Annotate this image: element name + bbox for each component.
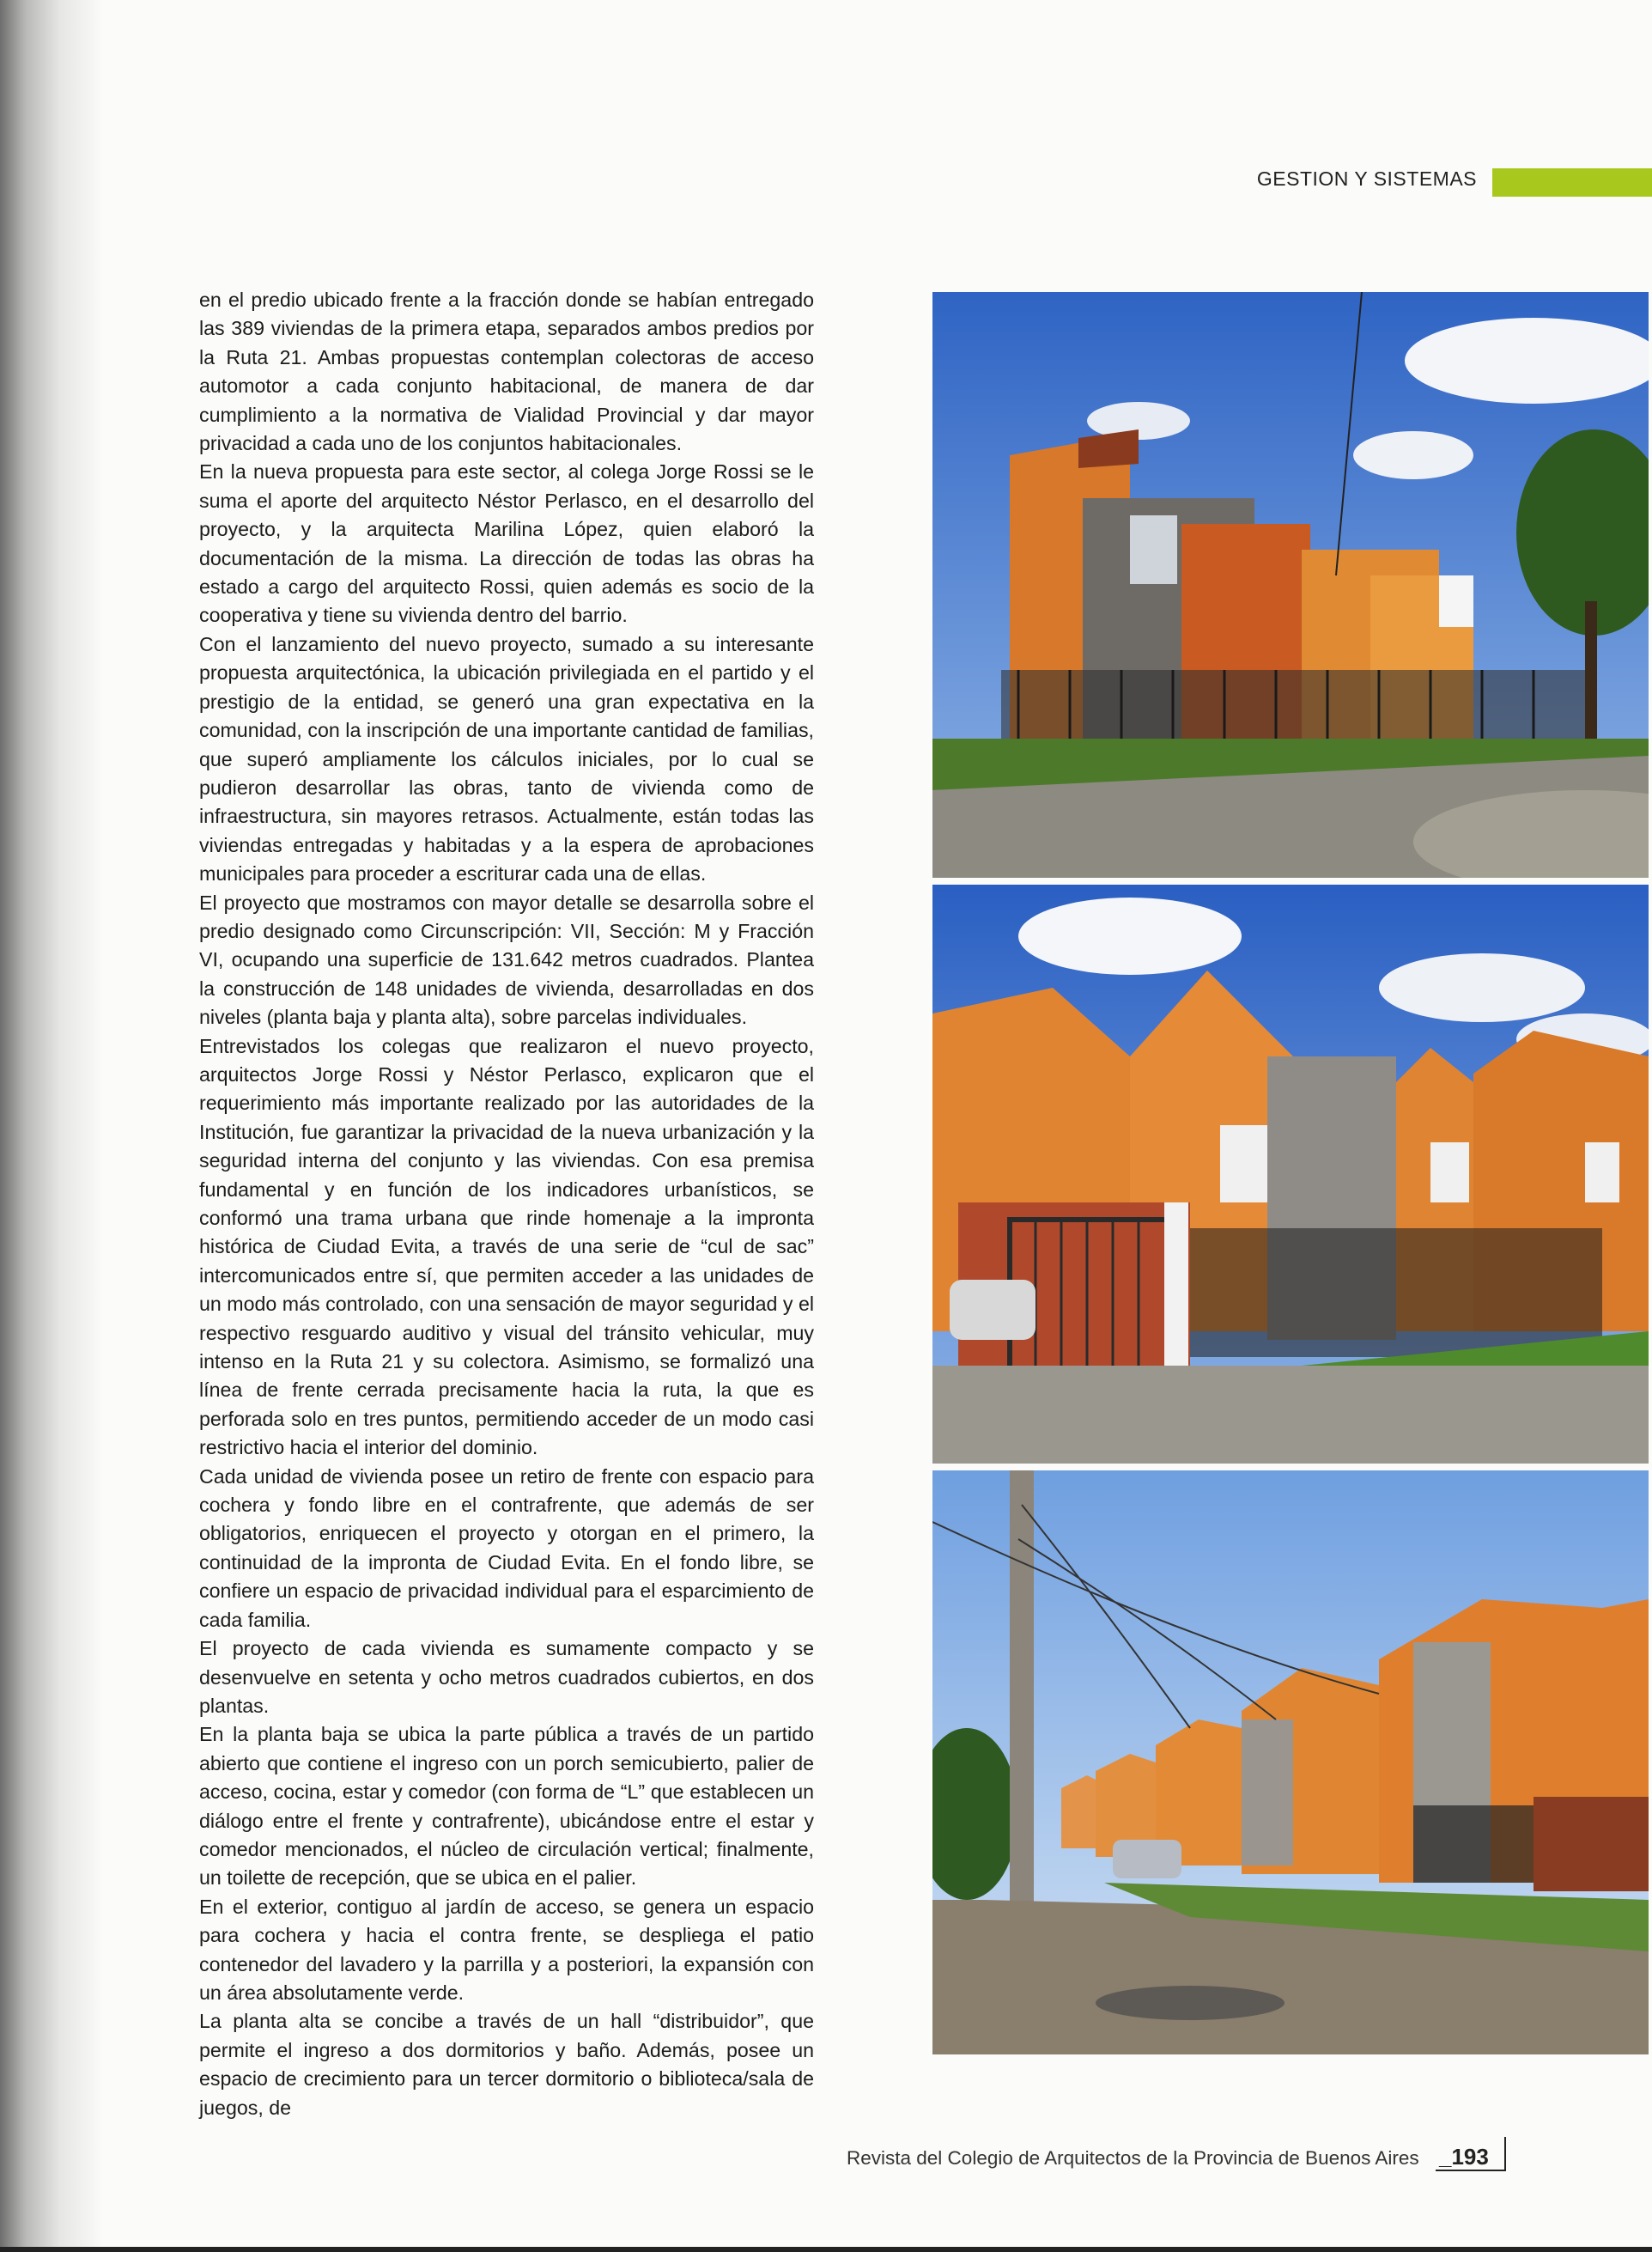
paragraph: El proyecto que mostramos con mayor detalle se desarrolla sobre el predio designado como Circunscripción: VII, Sección: M y Fracción VI, ocupando una superficie de 131.642 metros cuadrados. Plantea la construcción de 148 unidades de vivienda, desarrolladas en dos niveles (planta baja y planta alta), sobre parcelas individuales. — [199, 891, 814, 1029]
page-number: _193 — [1439, 2144, 1489, 2170]
paragraph: Cada unidad de vivienda posee un retiro de frente con espacio para cochera y fondo libre en el contrafrente, que además de ser obligatorios, enriquecen el proyecto y otorgan en el primero, la continuidad de la impronta de Ciudad Evita. En el fondo libre, se confiere un espacio de privacidad individual para el esparcimiento de cada familia. — [199, 1464, 814, 1631]
section-accent-bar — [1492, 168, 1652, 197]
paragraph: La planta alta se concibe a través de un hall “distribuidor”, que permite el ingreso a dos dormitorios y baño. Además, posee un espacio de crecimiento para un tercer dormitorio o biblioteca/sala de juegos, de — [199, 2010, 814, 2119]
paragraph: En la nueva propuesta para este sector, al colega Jorge Rossi se le suma el aporte del arquitecto Néstor Perlasco, en el desarrollo del proyecto, y la arquitecta Marilina López, quien elaboró la documentación de la misma. La dirección de todas las obras ha estado a cargo del arquitecto Rossi, quien además es socio de la cooperativa y tiene su vivienda dentro del barrio. — [199, 460, 814, 627]
section-label: GESTION Y SISTEMAS — [1256, 167, 1477, 190]
photo-housing-row — [932, 885, 1649, 1464]
page-bottom-edge — [0, 2247, 1652, 2252]
paragraph: Entrevistados los colegas que realizaron el nuevo proyecto, arquitectos Jorge Rossi y Néstor Perlasco, explicaron que el requerimiento más importante realizado por las autoridades de la Institución, fue garantizar la privacidad de la nueva urbanización y la seguridad interna del conjunto y las viviendas. Con esa premisa fundamental y en función de los indicadores urbanísticos, se conformó una trama urbana que rinde homenaje a la impronta histórica de Ciudad Evita, a través de una serie de “cul de sac” intercomunicados entre sí, que permiten acceder a las unidades de un modo más controlado, con una sensación de mayor seguridad y el respectivo resguardo auditivo y visual del tránsito vehicular, muy intenso en la Ruta 21 y su colectora. Asimismo, se formalizó una línea de frente cerrada precisamente hacia la ruta, la que es perforada solo en tres puntos, permitiendo acceder de un modo casi restrictivo hacia el interior del dominio. — [199, 1034, 814, 1459]
page-gutter-shadow — [0, 0, 103, 2252]
photo-housing-corner — [932, 292, 1649, 878]
paragraph: En la planta baja se ubica la parte pública a través de un partido abierto que contiene el ingreso con un porch semicubierto, palier de acceso, cocina, estar y comedor (con forma de “L” que establecen un diálogo entre el frente y contrafrente), ubicándose entre el estar y comedor mencionados, el núcleo de circulación vertical; finalmente, un toilette de recepción, que se ubica en el palier. — [199, 1723, 814, 1890]
publication-title: Revista del Colegio de Arquitectos de la Provincia de Buenos Aires — [847, 2147, 1419, 2169]
page-number-tick — [1504, 2137, 1506, 2171]
paragraph: Con el lanzamiento del nuevo proyecto, sumado a su interesante propuesta arquitectónica, la ubicación privilegiada en el partido y el prestigio de la entidad, se generó una gran expectativa en la comunidad, con la inscripción de una importante cantidad de familias, que superó ampliamente los cálculos iniciales, por lo cual se pudieron desarrollar las obras, tanto de vivienda como de infraestructura, sin mayores retrasos. Actualmente, están todas las viviendas entregadas y habitadas y a la espera de aprobaciones municipales para proceder a escriturar cada una de ellas. — [199, 632, 814, 886]
page-number-rule — [1436, 2170, 1506, 2171]
paragraph: en el predio ubicado frente a la fracción donde se habían entregado las 389 viviendas de la primera etapa, separados ambos predios por la Ruta 21. Ambas propuestas contemplan colectoras de acceso automotor a cada conjunto habitacional, de manera de dar cumplimiento a la normativa de Vialidad Provincial y dar mayor privacidad a cada uno de los conjuntos habitacionales. — [199, 289, 814, 455]
photo-housing-street — [932, 1470, 1649, 2054]
article-text-column — [199, 286, 814, 2122]
paragraph: El proyecto de cada vivienda es sumamente compacto y se desenvuelve en setenta y ocho metros cuadrados cubiertos, en dos plantas. — [199, 1637, 814, 1717]
paragraph: En el exterior, contiguo al jardín de acceso, se genera un espacio para cochera y hacia el contra frente, se despliega el patio contenedor del lavadero y la parrilla y a posteriori, la expansión con un área absolutamente verde. — [199, 1895, 814, 2004]
